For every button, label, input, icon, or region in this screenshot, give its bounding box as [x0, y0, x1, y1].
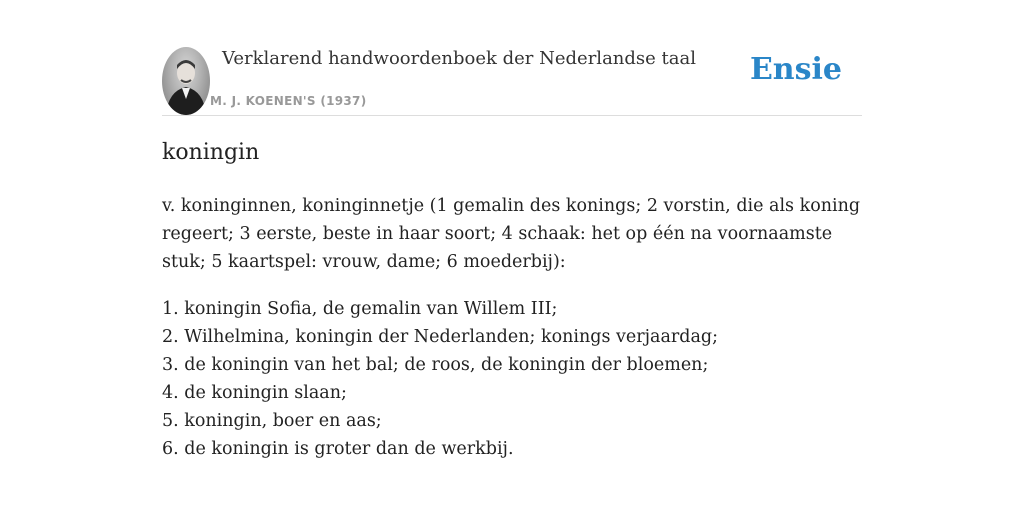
example-line: 4. de koningin slaan; — [162, 383, 347, 403]
author-portrait-icon — [162, 47, 210, 115]
author-label: M. J. KOENEN'S (1937) — [210, 94, 367, 108]
book-title[interactable]: Verklarend handwoordenboek der Nederlandse taal — [222, 48, 696, 69]
example-line: 1. koningin Sofia, de gemalin van Willem III; — [162, 299, 558, 319]
header — [162, 44, 862, 116]
definition: v. koninginnen, koninginnetje (1 gemalin des konings; 2 vorstin, die als koning regeert; 3 eerste, beste in haar soort; 4 schaak: het op één na voornaamste stuk; 5 kaartspel: vrouw, dame; 6 moederbij): — [162, 196, 861, 272]
brand-logo[interactable]: Ensie — [749, 52, 842, 87]
example-line: 3. de koningin van het bal; de roos, de koningin der bloemen; — [162, 355, 709, 375]
example-line: 6. de koningin is groter dan de werkbij. — [162, 439, 514, 459]
examples-list — [162, 295, 862, 463]
headword: koningin — [162, 140, 260, 165]
example-line: 5. koningin, boer en aas; — [162, 411, 382, 431]
example-line: 2. Wilhelmina, koningin der Nederlanden; konings verjaardag; — [162, 327, 718, 347]
